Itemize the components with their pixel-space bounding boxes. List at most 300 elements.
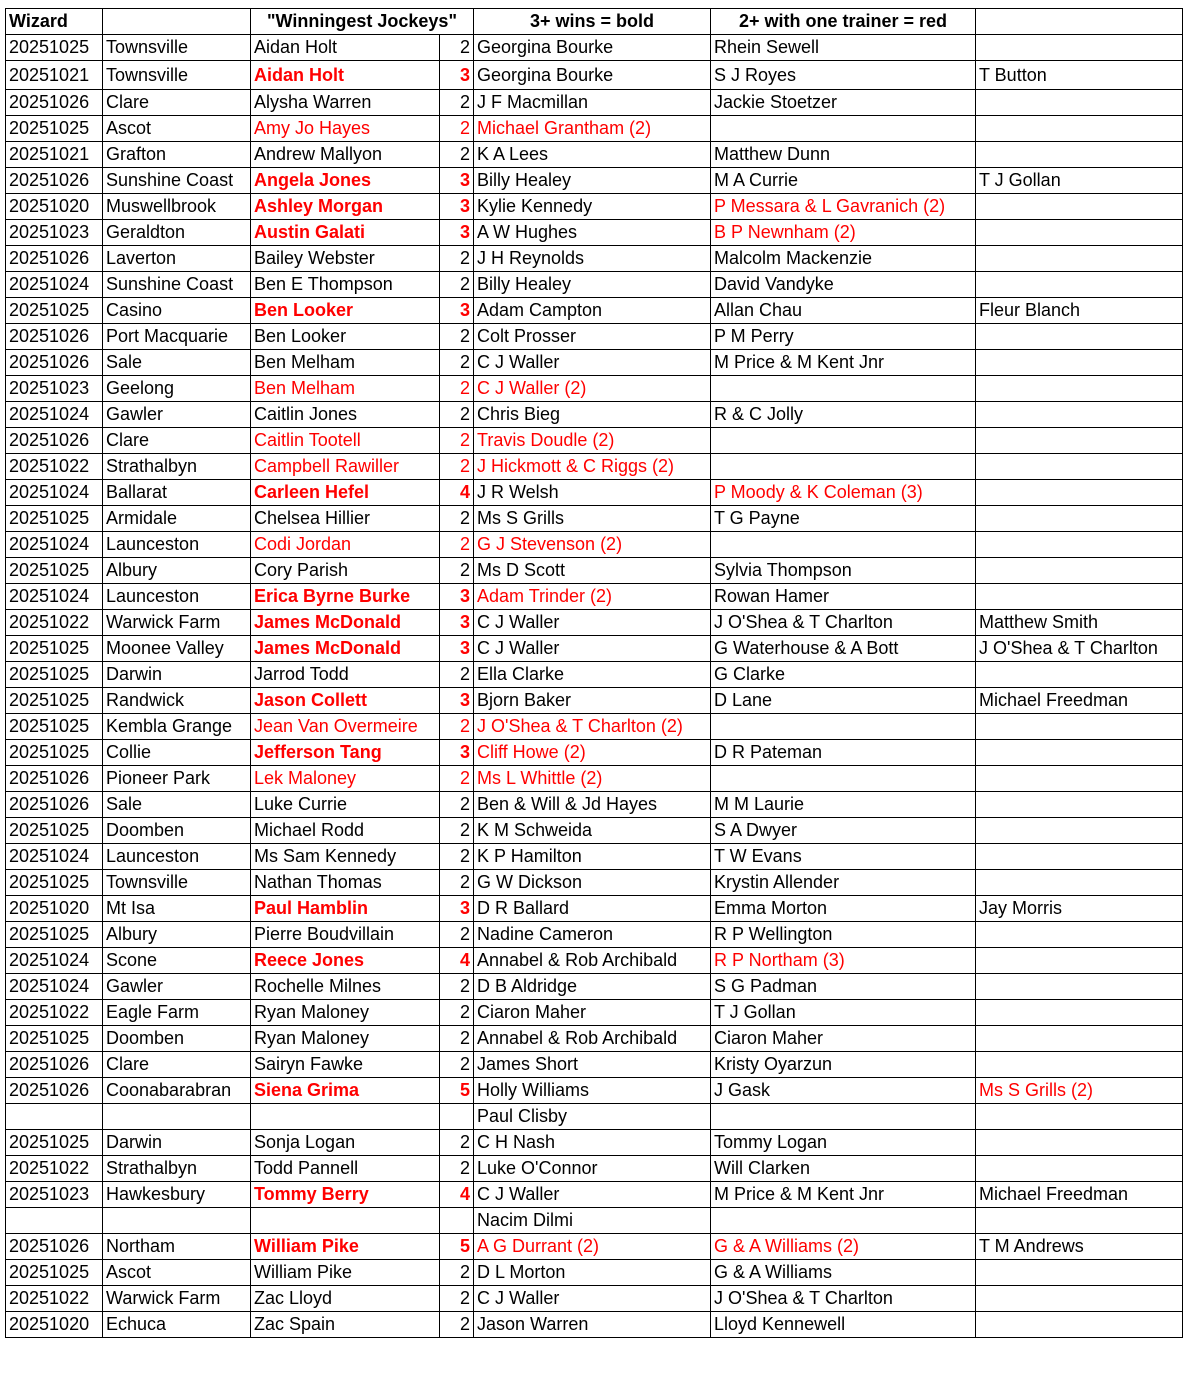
wins-cell[interactable]: 2: [440, 90, 474, 116]
date-cell[interactable]: 20251026: [6, 246, 103, 272]
trainer-1-cell[interactable]: D B Aldridge: [474, 974, 711, 1000]
wins-cell[interactable]: 3: [440, 610, 474, 636]
trainer-1-cell[interactable]: A W Hughes: [474, 220, 711, 246]
wins-cell[interactable]: [440, 1208, 474, 1234]
trainer-3-cell[interactable]: Michael Freedman: [976, 688, 1183, 714]
trainer-2-cell[interactable]: Sylvia Thompson: [711, 558, 976, 584]
trainer-1-cell[interactable]: C J Waller: [474, 610, 711, 636]
trainer-3-cell[interactable]: [976, 324, 1183, 350]
venue-cell[interactable]: Strathalbyn: [103, 1156, 251, 1182]
wins-cell[interactable]: 5: [440, 1078, 474, 1104]
date-cell[interactable]: 20251022: [6, 1000, 103, 1026]
wins-cell[interactable]: 2: [440, 506, 474, 532]
date-cell[interactable]: 20251024: [6, 402, 103, 428]
trainer-2-cell[interactable]: T G Payne: [711, 506, 976, 532]
trainer-3-cell[interactable]: [976, 1260, 1183, 1286]
trainer-2-cell[interactable]: Krystin Allender: [711, 870, 976, 896]
trainer-3-cell[interactable]: [976, 1312, 1183, 1338]
trainer-2-cell[interactable]: S J Royes: [711, 61, 976, 90]
trainer-3-cell[interactable]: [976, 194, 1183, 220]
trainer-3-cell[interactable]: [976, 90, 1183, 116]
date-cell[interactable]: 20251026: [6, 168, 103, 194]
wins-cell[interactable]: 3: [440, 194, 474, 220]
header-red-rule[interactable]: 2+ with one trainer = red: [711, 9, 976, 35]
trainer-2-cell[interactable]: [711, 766, 976, 792]
trainer-3-cell[interactable]: [976, 792, 1183, 818]
trainer-3-cell[interactable]: [976, 1130, 1183, 1156]
trainer-3-cell[interactable]: [976, 376, 1183, 402]
venue-cell[interactable]: Ballarat: [103, 480, 251, 506]
trainer-3-cell[interactable]: [976, 740, 1183, 766]
trainer-2-cell[interactable]: Tommy Logan: [711, 1130, 976, 1156]
wins-cell[interactable]: 2: [440, 974, 474, 1000]
trainer-2-cell[interactable]: David Vandyke: [711, 272, 976, 298]
trainer-2-cell[interactable]: [711, 454, 976, 480]
jockey-cell[interactable]: Zac Lloyd: [251, 1286, 440, 1312]
venue-cell[interactable]: Port Macquarie: [103, 324, 251, 350]
date-cell[interactable]: 20251020: [6, 896, 103, 922]
date-cell[interactable]: 20251026: [6, 1052, 103, 1078]
wins-cell[interactable]: 2: [440, 272, 474, 298]
jockey-cell[interactable]: Ben E Thompson: [251, 272, 440, 298]
date-cell[interactable]: 20251024: [6, 948, 103, 974]
trainer-2-cell[interactable]: R P Wellington: [711, 922, 976, 948]
trainer-1-cell[interactable]: Georgina Bourke: [474, 61, 711, 90]
header-wizard[interactable]: Wizard: [6, 9, 103, 35]
trainer-2-cell[interactable]: Rhein Sewell: [711, 35, 976, 61]
date-cell[interactable]: 20251020: [6, 1312, 103, 1338]
date-cell[interactable]: 20251025: [6, 740, 103, 766]
date-cell[interactable]: 20251026: [6, 766, 103, 792]
venue-cell[interactable]: Collie: [103, 740, 251, 766]
trainer-1-cell[interactable]: Adam Trinder (2): [474, 584, 711, 610]
trainer-1-cell[interactable]: Colt Prosser: [474, 324, 711, 350]
jockey-cell[interactable]: Ben Melham: [251, 376, 440, 402]
jockey-cell[interactable]: Ryan Maloney: [251, 1000, 440, 1026]
trainer-3-cell[interactable]: [976, 1000, 1183, 1026]
jockey-cell[interactable]: Caitlin Jones: [251, 402, 440, 428]
trainer-1-cell[interactable]: D R Ballard: [474, 896, 711, 922]
venue-cell[interactable]: Geelong: [103, 376, 251, 402]
venue-cell[interactable]: Muswellbrook: [103, 194, 251, 220]
venue-cell[interactable]: Launceston: [103, 844, 251, 870]
trainer-2-cell[interactable]: P Moody & K Coleman (3): [711, 480, 976, 506]
jockey-cell[interactable]: Rochelle Milnes: [251, 974, 440, 1000]
trainer-3-cell[interactable]: [976, 948, 1183, 974]
jockey-cell[interactable]: [251, 1104, 440, 1130]
trainer-1-cell[interactable]: J H Reynolds: [474, 246, 711, 272]
trainer-2-cell[interactable]: T W Evans: [711, 844, 976, 870]
venue-cell[interactable]: Strathalbyn: [103, 454, 251, 480]
trainer-3-cell[interactable]: [976, 402, 1183, 428]
date-cell[interactable]: 20251026: [6, 90, 103, 116]
venue-cell[interactable]: Kembla Grange: [103, 714, 251, 740]
venue-cell[interactable]: Ascot: [103, 1260, 251, 1286]
jockey-cell[interactable]: Jason Collett: [251, 688, 440, 714]
jockey-cell[interactable]: Sairyn Fawke: [251, 1052, 440, 1078]
wins-cell[interactable]: 2: [440, 1000, 474, 1026]
trainer-1-cell[interactable]: Annabel & Rob Archibald: [474, 1026, 711, 1052]
wins-cell[interactable]: 2: [440, 376, 474, 402]
jockey-cell[interactable]: Alysha Warren: [251, 90, 440, 116]
wins-cell[interactable]: 2: [440, 1026, 474, 1052]
trainer-1-cell[interactable]: C J Waller: [474, 350, 711, 376]
trainer-1-cell[interactable]: G J Stevenson (2): [474, 532, 711, 558]
trainer-1-cell[interactable]: James Short: [474, 1052, 711, 1078]
trainer-3-cell[interactable]: [976, 714, 1183, 740]
trainer-1-cell[interactable]: C H Nash: [474, 1130, 711, 1156]
venue-cell[interactable]: Gawler: [103, 402, 251, 428]
trainer-1-cell[interactable]: Georgina Bourke: [474, 35, 711, 61]
trainer-2-cell[interactable]: [711, 714, 976, 740]
wins-cell[interactable]: 4: [440, 948, 474, 974]
header-extra-cell[interactable]: [976, 9, 1183, 35]
header-venue-cell[interactable]: [103, 9, 251, 35]
venue-cell[interactable]: Laverton: [103, 246, 251, 272]
wins-cell[interactable]: 3: [440, 740, 474, 766]
jockey-cell[interactable]: Ben Looker: [251, 298, 440, 324]
date-cell[interactable]: 20251025: [6, 1260, 103, 1286]
venue-cell[interactable]: Albury: [103, 558, 251, 584]
wins-cell[interactable]: 3: [440, 584, 474, 610]
jockey-cell[interactable]: Aidan Holt: [251, 61, 440, 90]
trainer-3-cell[interactable]: [976, 818, 1183, 844]
wins-cell[interactable]: 2: [440, 844, 474, 870]
trainer-1-cell[interactable]: Cliff Howe (2): [474, 740, 711, 766]
trainer-1-cell[interactable]: A G Durrant (2): [474, 1234, 711, 1260]
wins-cell[interactable]: 2: [440, 324, 474, 350]
trainer-2-cell[interactable]: Jackie Stoetzer: [711, 90, 976, 116]
date-cell[interactable]: 20251020: [6, 194, 103, 220]
wins-cell[interactable]: 2: [440, 818, 474, 844]
jockey-cell[interactable]: Amy Jo Hayes: [251, 116, 440, 142]
jockey-cell[interactable]: Austin Galati: [251, 220, 440, 246]
jockey-cell[interactable]: Zac Spain: [251, 1312, 440, 1338]
trainer-1-cell[interactable]: Annabel & Rob Archibald: [474, 948, 711, 974]
venue-cell[interactable]: Randwick: [103, 688, 251, 714]
wins-cell[interactable]: 2: [440, 350, 474, 376]
venue-cell[interactable]: Grafton: [103, 142, 251, 168]
trainer-3-cell[interactable]: [976, 1104, 1183, 1130]
trainer-1-cell[interactable]: K A Lees: [474, 142, 711, 168]
wins-cell[interactable]: 4: [440, 1182, 474, 1208]
wins-cell[interactable]: 2: [440, 1156, 474, 1182]
trainer-2-cell[interactable]: R P Northam (3): [711, 948, 976, 974]
trainer-1-cell[interactable]: Billy Healey: [474, 272, 711, 298]
trainer-2-cell[interactable]: Matthew Dunn: [711, 142, 976, 168]
jockey-cell[interactable]: Ms Sam Kennedy: [251, 844, 440, 870]
trainer-3-cell[interactable]: [976, 870, 1183, 896]
trainer-1-cell[interactable]: Ms L Whittle (2): [474, 766, 711, 792]
trainer-1-cell[interactable]: C J Waller: [474, 1286, 711, 1312]
venue-cell[interactable]: Sale: [103, 792, 251, 818]
date-cell[interactable]: 20251026: [6, 1234, 103, 1260]
trainer-3-cell[interactable]: [976, 1286, 1183, 1312]
date-cell[interactable]: 20251024: [6, 584, 103, 610]
wins-cell[interactable]: 2: [440, 922, 474, 948]
date-cell[interactable]: 20251025: [6, 688, 103, 714]
venue-cell[interactable]: Clare: [103, 1052, 251, 1078]
trainer-2-cell[interactable]: [711, 1208, 976, 1234]
venue-cell[interactable]: Northam: [103, 1234, 251, 1260]
jockey-cell[interactable]: William Pike: [251, 1260, 440, 1286]
date-cell[interactable]: 20251026: [6, 428, 103, 454]
venue-cell[interactable]: Launceston: [103, 532, 251, 558]
trainer-1-cell[interactable]: Kylie Kennedy: [474, 194, 711, 220]
date-cell[interactable]: 20251023: [6, 220, 103, 246]
jockey-cell[interactable]: Aidan Holt: [251, 35, 440, 61]
venue-cell[interactable]: Launceston: [103, 584, 251, 610]
venue-cell[interactable]: Townsville: [103, 35, 251, 61]
trainer-2-cell[interactable]: B P Newnham (2): [711, 220, 976, 246]
date-cell[interactable]: 20251026: [6, 792, 103, 818]
jockey-cell[interactable]: William Pike: [251, 1234, 440, 1260]
venue-cell[interactable]: Darwin: [103, 662, 251, 688]
trainer-1-cell[interactable]: C J Waller: [474, 1182, 711, 1208]
trainer-3-cell[interactable]: [976, 272, 1183, 298]
trainer-3-cell[interactable]: [976, 35, 1183, 61]
date-cell[interactable]: 20251022: [6, 454, 103, 480]
jockey-cell[interactable]: Pierre Boudvillain: [251, 922, 440, 948]
trainer-3-cell[interactable]: [976, 480, 1183, 506]
jockey-cell[interactable]: Erica Byrne Burke: [251, 584, 440, 610]
venue-cell[interactable]: Moonee Valley: [103, 636, 251, 662]
venue-cell[interactable]: Sale: [103, 350, 251, 376]
trainer-3-cell[interactable]: [976, 454, 1183, 480]
trainer-3-cell[interactable]: [976, 1156, 1183, 1182]
jockey-cell[interactable]: Siena Grima: [251, 1078, 440, 1104]
trainer-1-cell[interactable]: Bjorn Baker: [474, 688, 711, 714]
wins-cell[interactable]: 3: [440, 168, 474, 194]
trainer-2-cell[interactable]: M A Currie: [711, 168, 976, 194]
wins-cell[interactable]: 2: [440, 246, 474, 272]
trainer-2-cell[interactable]: G & A Williams: [711, 1260, 976, 1286]
trainer-3-cell[interactable]: [976, 922, 1183, 948]
trainer-3-cell[interactable]: [976, 1208, 1183, 1234]
date-cell[interactable]: 20251021: [6, 61, 103, 90]
trainer-1-cell[interactable]: Billy Healey: [474, 168, 711, 194]
venue-cell[interactable]: Ascot: [103, 116, 251, 142]
venue-cell[interactable]: Casino: [103, 298, 251, 324]
wins-cell[interactable]: 2: [440, 1286, 474, 1312]
jockey-cell[interactable]: Nathan Thomas: [251, 870, 440, 896]
venue-cell[interactable]: Sunshine Coast: [103, 168, 251, 194]
jockey-cell[interactable]: Ryan Maloney: [251, 1026, 440, 1052]
trainer-1-cell[interactable]: C J Waller: [474, 636, 711, 662]
trainer-3-cell[interactable]: [976, 142, 1183, 168]
trainer-2-cell[interactable]: [711, 376, 976, 402]
jockey-cell[interactable]: Chelsea Hillier: [251, 506, 440, 532]
wins-cell[interactable]: 2: [440, 1052, 474, 1078]
wins-cell[interactable]: 3: [440, 61, 474, 90]
jockey-cell[interactable]: Michael Rodd: [251, 818, 440, 844]
trainer-3-cell[interactable]: Michael Freedman: [976, 1182, 1183, 1208]
header-bold-rule[interactable]: 3+ wins = bold: [474, 9, 711, 35]
trainer-3-cell[interactable]: T Button: [976, 61, 1183, 90]
trainer-3-cell[interactable]: [976, 558, 1183, 584]
date-cell[interactable]: 20251025: [6, 558, 103, 584]
wins-cell[interactable]: 2: [440, 558, 474, 584]
venue-cell[interactable]: Townsville: [103, 61, 251, 90]
wins-cell[interactable]: 2: [440, 1312, 474, 1338]
trainer-2-cell[interactable]: P Messara & L Gavranich (2): [711, 194, 976, 220]
trainer-3-cell[interactable]: T M Andrews: [976, 1234, 1183, 1260]
venue-cell[interactable]: Doomben: [103, 1026, 251, 1052]
date-cell[interactable]: 20251025: [6, 116, 103, 142]
venue-cell[interactable]: [103, 1104, 251, 1130]
trainer-2-cell[interactable]: Rowan Hamer: [711, 584, 976, 610]
jockey-cell[interactable]: [251, 1208, 440, 1234]
trainer-3-cell[interactable]: [976, 506, 1183, 532]
date-cell[interactable]: 20251025: [6, 1130, 103, 1156]
wins-cell[interactable]: 2: [440, 1260, 474, 1286]
trainer-3-cell[interactable]: [976, 1026, 1183, 1052]
trainer-3-cell[interactable]: Matthew Smith: [976, 610, 1183, 636]
wins-cell[interactable]: 2: [440, 454, 474, 480]
trainer-2-cell[interactable]: D Lane: [711, 688, 976, 714]
wins-cell[interactable]: 3: [440, 896, 474, 922]
jockey-cell[interactable]: Carleen Hefel: [251, 480, 440, 506]
date-cell[interactable]: 20251022: [6, 1156, 103, 1182]
trainer-1-cell[interactable]: Travis Doudle (2): [474, 428, 711, 454]
trainer-1-cell[interactable]: Ms D Scott: [474, 558, 711, 584]
venue-cell[interactable]: Albury: [103, 922, 251, 948]
trainer-3-cell[interactable]: [976, 662, 1183, 688]
venue-cell[interactable]: Doomben: [103, 818, 251, 844]
trainer-1-cell[interactable]: Nadine Cameron: [474, 922, 711, 948]
trainer-1-cell[interactable]: Luke O'Connor: [474, 1156, 711, 1182]
trainer-2-cell[interactable]: S G Padman: [711, 974, 976, 1000]
trainer-2-cell[interactable]: Allan Chau: [711, 298, 976, 324]
jockey-cell[interactable]: Angela Jones: [251, 168, 440, 194]
jockey-cell[interactable]: James McDonald: [251, 636, 440, 662]
trainer-2-cell[interactable]: R & C Jolly: [711, 402, 976, 428]
venue-cell[interactable]: Eagle Farm: [103, 1000, 251, 1026]
venue-cell[interactable]: Warwick Farm: [103, 610, 251, 636]
trainer-2-cell[interactable]: M M Laurie: [711, 792, 976, 818]
date-cell[interactable]: 20251024: [6, 480, 103, 506]
trainer-1-cell[interactable]: G W Dickson: [474, 870, 711, 896]
date-cell[interactable]: 20251025: [6, 662, 103, 688]
trainer-2-cell[interactable]: T J Gollan: [711, 1000, 976, 1026]
date-cell[interactable]: 20251026: [6, 324, 103, 350]
trainer-1-cell[interactable]: C J Waller (2): [474, 376, 711, 402]
date-cell[interactable]: 20251025: [6, 1026, 103, 1052]
wins-cell[interactable]: 2: [440, 792, 474, 818]
jockey-cell[interactable]: Todd Pannell: [251, 1156, 440, 1182]
trainer-2-cell[interactable]: D R Pateman: [711, 740, 976, 766]
venue-cell[interactable]: Darwin: [103, 1130, 251, 1156]
trainer-2-cell[interactable]: G & A Williams (2): [711, 1234, 976, 1260]
wins-cell[interactable]: 2: [440, 142, 474, 168]
wins-cell[interactable]: 2: [440, 714, 474, 740]
date-cell[interactable]: 20251023: [6, 1182, 103, 1208]
jockey-cell[interactable]: Caitlin Tootell: [251, 428, 440, 454]
wins-cell[interactable]: 5: [440, 1234, 474, 1260]
date-cell[interactable]: 20251025: [6, 506, 103, 532]
trainer-1-cell[interactable]: Ella Clarke: [474, 662, 711, 688]
trainer-1-cell[interactable]: Nacim Dilmi: [474, 1208, 711, 1234]
wins-cell[interactable]: 2: [440, 870, 474, 896]
date-cell[interactable]: 20251025: [6, 636, 103, 662]
trainer-3-cell[interactable]: Ms S Grills (2): [976, 1078, 1183, 1104]
jockey-cell[interactable]: Ben Melham: [251, 350, 440, 376]
trainer-3-cell[interactable]: [976, 844, 1183, 870]
jockey-cell[interactable]: Ben Looker: [251, 324, 440, 350]
trainer-1-cell[interactable]: Ben & Will & Jd Hayes: [474, 792, 711, 818]
trainer-1-cell[interactable]: K M Schweida: [474, 818, 711, 844]
date-cell[interactable]: 20251025: [6, 818, 103, 844]
date-cell[interactable]: 20251026: [6, 350, 103, 376]
jockey-cell[interactable]: Lek Maloney: [251, 766, 440, 792]
trainer-2-cell[interactable]: P M Perry: [711, 324, 976, 350]
wins-cell[interactable]: 2: [440, 532, 474, 558]
wins-cell[interactable]: 2: [440, 766, 474, 792]
trainer-3-cell[interactable]: [976, 220, 1183, 246]
trainer-1-cell[interactable]: D L Morton: [474, 1260, 711, 1286]
wins-cell[interactable]: 2: [440, 35, 474, 61]
jockey-cell[interactable]: Paul Hamblin: [251, 896, 440, 922]
jockey-cell[interactable]: Jean Van Overmeire: [251, 714, 440, 740]
trainer-3-cell[interactable]: Jay Morris: [976, 896, 1183, 922]
venue-cell[interactable]: Armidale: [103, 506, 251, 532]
wins-cell[interactable]: 2: [440, 662, 474, 688]
venue-cell[interactable]: Mt Isa: [103, 896, 251, 922]
trainer-3-cell[interactable]: [976, 246, 1183, 272]
wins-cell[interactable]: 3: [440, 298, 474, 324]
trainer-1-cell[interactable]: Jason Warren: [474, 1312, 711, 1338]
venue-cell[interactable]: Clare: [103, 428, 251, 454]
trainer-2-cell[interactable]: [711, 532, 976, 558]
jockey-cell[interactable]: Ashley Morgan: [251, 194, 440, 220]
date-cell[interactable]: 20251024: [6, 272, 103, 298]
jockey-cell[interactable]: Tommy Berry: [251, 1182, 440, 1208]
trainer-3-cell[interactable]: T J Gollan: [976, 168, 1183, 194]
trainer-2-cell[interactable]: [711, 1104, 976, 1130]
trainer-2-cell[interactable]: Ciaron Maher: [711, 1026, 976, 1052]
date-cell[interactable]: 20251021: [6, 142, 103, 168]
date-cell[interactable]: 20251024: [6, 532, 103, 558]
trainer-1-cell[interactable]: Ciaron Maher: [474, 1000, 711, 1026]
date-cell[interactable]: 20251025: [6, 35, 103, 61]
trainer-3-cell[interactable]: [976, 1052, 1183, 1078]
trainer-2-cell[interactable]: G Waterhouse & A Bott: [711, 636, 976, 662]
venue-cell[interactable]: Pioneer Park: [103, 766, 251, 792]
wins-cell[interactable]: 2: [440, 428, 474, 454]
trainer-1-cell[interactable]: Michael Grantham (2): [474, 116, 711, 142]
jockey-cell[interactable]: Jefferson Tang: [251, 740, 440, 766]
date-cell[interactable]: 20251024: [6, 844, 103, 870]
jockey-cell[interactable]: Cory Parish: [251, 558, 440, 584]
date-cell[interactable]: 20251022: [6, 610, 103, 636]
trainer-3-cell[interactable]: [976, 766, 1183, 792]
trainer-3-cell[interactable]: Fleur Blanch: [976, 298, 1183, 324]
trainer-1-cell[interactable]: Chris Bieg: [474, 402, 711, 428]
trainer-2-cell[interactable]: Will Clarken: [711, 1156, 976, 1182]
trainer-1-cell[interactable]: Adam Campton: [474, 298, 711, 324]
wins-cell[interactable]: 3: [440, 636, 474, 662]
date-cell[interactable]: 20251025: [6, 870, 103, 896]
trainer-2-cell[interactable]: [711, 428, 976, 454]
jockey-cell[interactable]: Luke Currie: [251, 792, 440, 818]
venue-cell[interactable]: Gawler: [103, 974, 251, 1000]
venue-cell[interactable]: Scone: [103, 948, 251, 974]
venue-cell[interactable]: Coonabarabran: [103, 1078, 251, 1104]
jockey-cell[interactable]: Andrew Mallyon: [251, 142, 440, 168]
trainer-1-cell[interactable]: J O'Shea & T Charlton (2): [474, 714, 711, 740]
jockey-cell[interactable]: Campbell Rawiller: [251, 454, 440, 480]
trainer-2-cell[interactable]: S A Dwyer: [711, 818, 976, 844]
